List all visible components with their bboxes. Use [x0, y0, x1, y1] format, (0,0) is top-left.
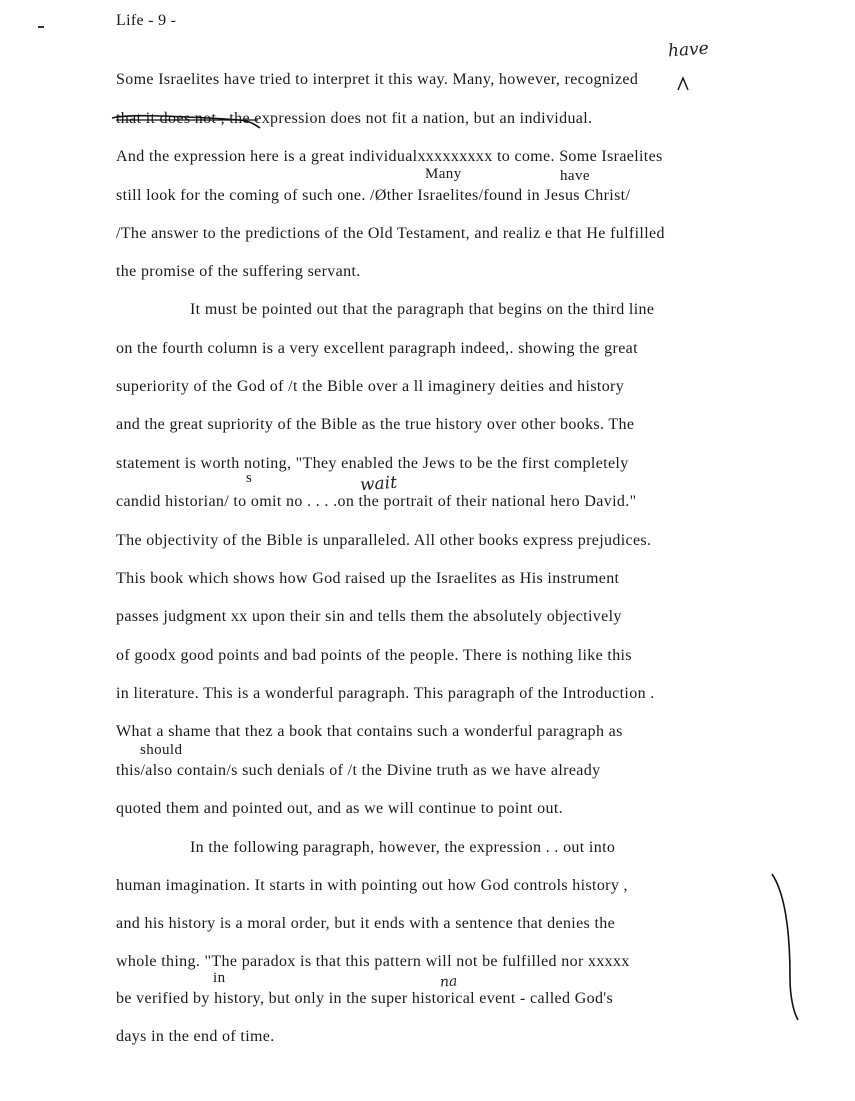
body-line: And the expression here is a great individualxxxxxxxxx to come. Some Israelites [116, 148, 663, 165]
body-line: This book which shows how God raised up the Israelites as His instrument [116, 570, 620, 587]
body-line: passes judgment xx upon their sin and tells them the absolutely objectively [116, 608, 622, 625]
body-line: whole thing. "The paradox is that this pattern will not be fulfilled nor xxxxx [116, 953, 630, 970]
body-line: The objectivity of the Bible is unparalleled. All other books express prejudices. [116, 532, 652, 549]
body-line: quoted them and pointed out, and as we will continue to point out. [116, 800, 564, 817]
body-line: human imagination. It starts in with pointing out how God controls history , [116, 877, 628, 894]
page-header: Life - 9 - [116, 12, 177, 29]
body-line: this/also contain/s such denials of /t the Divine truth as we have already [116, 762, 601, 779]
body-line: days in the end of time. [116, 1028, 275, 1045]
interlinear-in: in [213, 970, 226, 986]
body-line: and his history is a moral order, but it ends with a sentence that denies the [116, 915, 616, 932]
body-line: be verified by history, but only in the super historical event - called God's [116, 990, 614, 1007]
body-line: still look for the coming of such one. /Øther Israelites/found in Jesus Christ/ [116, 187, 631, 204]
handwritten-strikethrough [108, 110, 268, 134]
margin-bracket [768, 868, 808, 1028]
body-line: Some Israelites have tried to interpret it this way. Many, however, recognized [116, 71, 639, 88]
body-line: /The answer to the predictions of the Old Testament, and realiz e that He fulfilled [116, 225, 665, 242]
body-line: on the fourth column is a very excellent paragraph indeed,. showing the great [116, 340, 638, 357]
handwritten-wait: wait [359, 472, 398, 496]
body-line: What a shame that thez a book that contains such a wonderful paragraph as [116, 723, 623, 740]
interlinear-s: s [246, 470, 253, 486]
interlinear-have: have [560, 168, 590, 184]
body-line: that it does not , the expression does not fit a nation, but an individual. [116, 110, 593, 127]
body-line: of goodx good points and bad points of the people. There is nothing like this [116, 647, 632, 664]
caret-insert-mark [676, 74, 690, 92]
body-line: It must be pointed out that the paragraph that begins on the third line [190, 301, 655, 318]
body-line: statement is worth noting, "They enabled the Jews to be the first completely [116, 455, 629, 472]
margin-dash-mark [38, 26, 44, 28]
body-line: In the following paragraph, however, the expression . . out into [190, 839, 616, 856]
interlinear-should: should [140, 742, 183, 758]
body-line: in literature. This is a wonderful paragraph. This paragraph of the Introduction . [116, 685, 655, 702]
handwritten-have: have [667, 38, 710, 62]
body-line: superiority of the God of /t the Bible over a ll imaginery deities and history [116, 378, 625, 395]
body-line: the promise of the suffering servant. [116, 263, 361, 280]
body-line: candid historian/ to omit no . . . .on the portrait of their national hero David." [116, 493, 637, 510]
handwritten-na: na [439, 973, 458, 991]
body-line: and the great supriority of the Bible as the true history over other books. The [116, 416, 635, 433]
interlinear-many: Many [425, 166, 462, 182]
